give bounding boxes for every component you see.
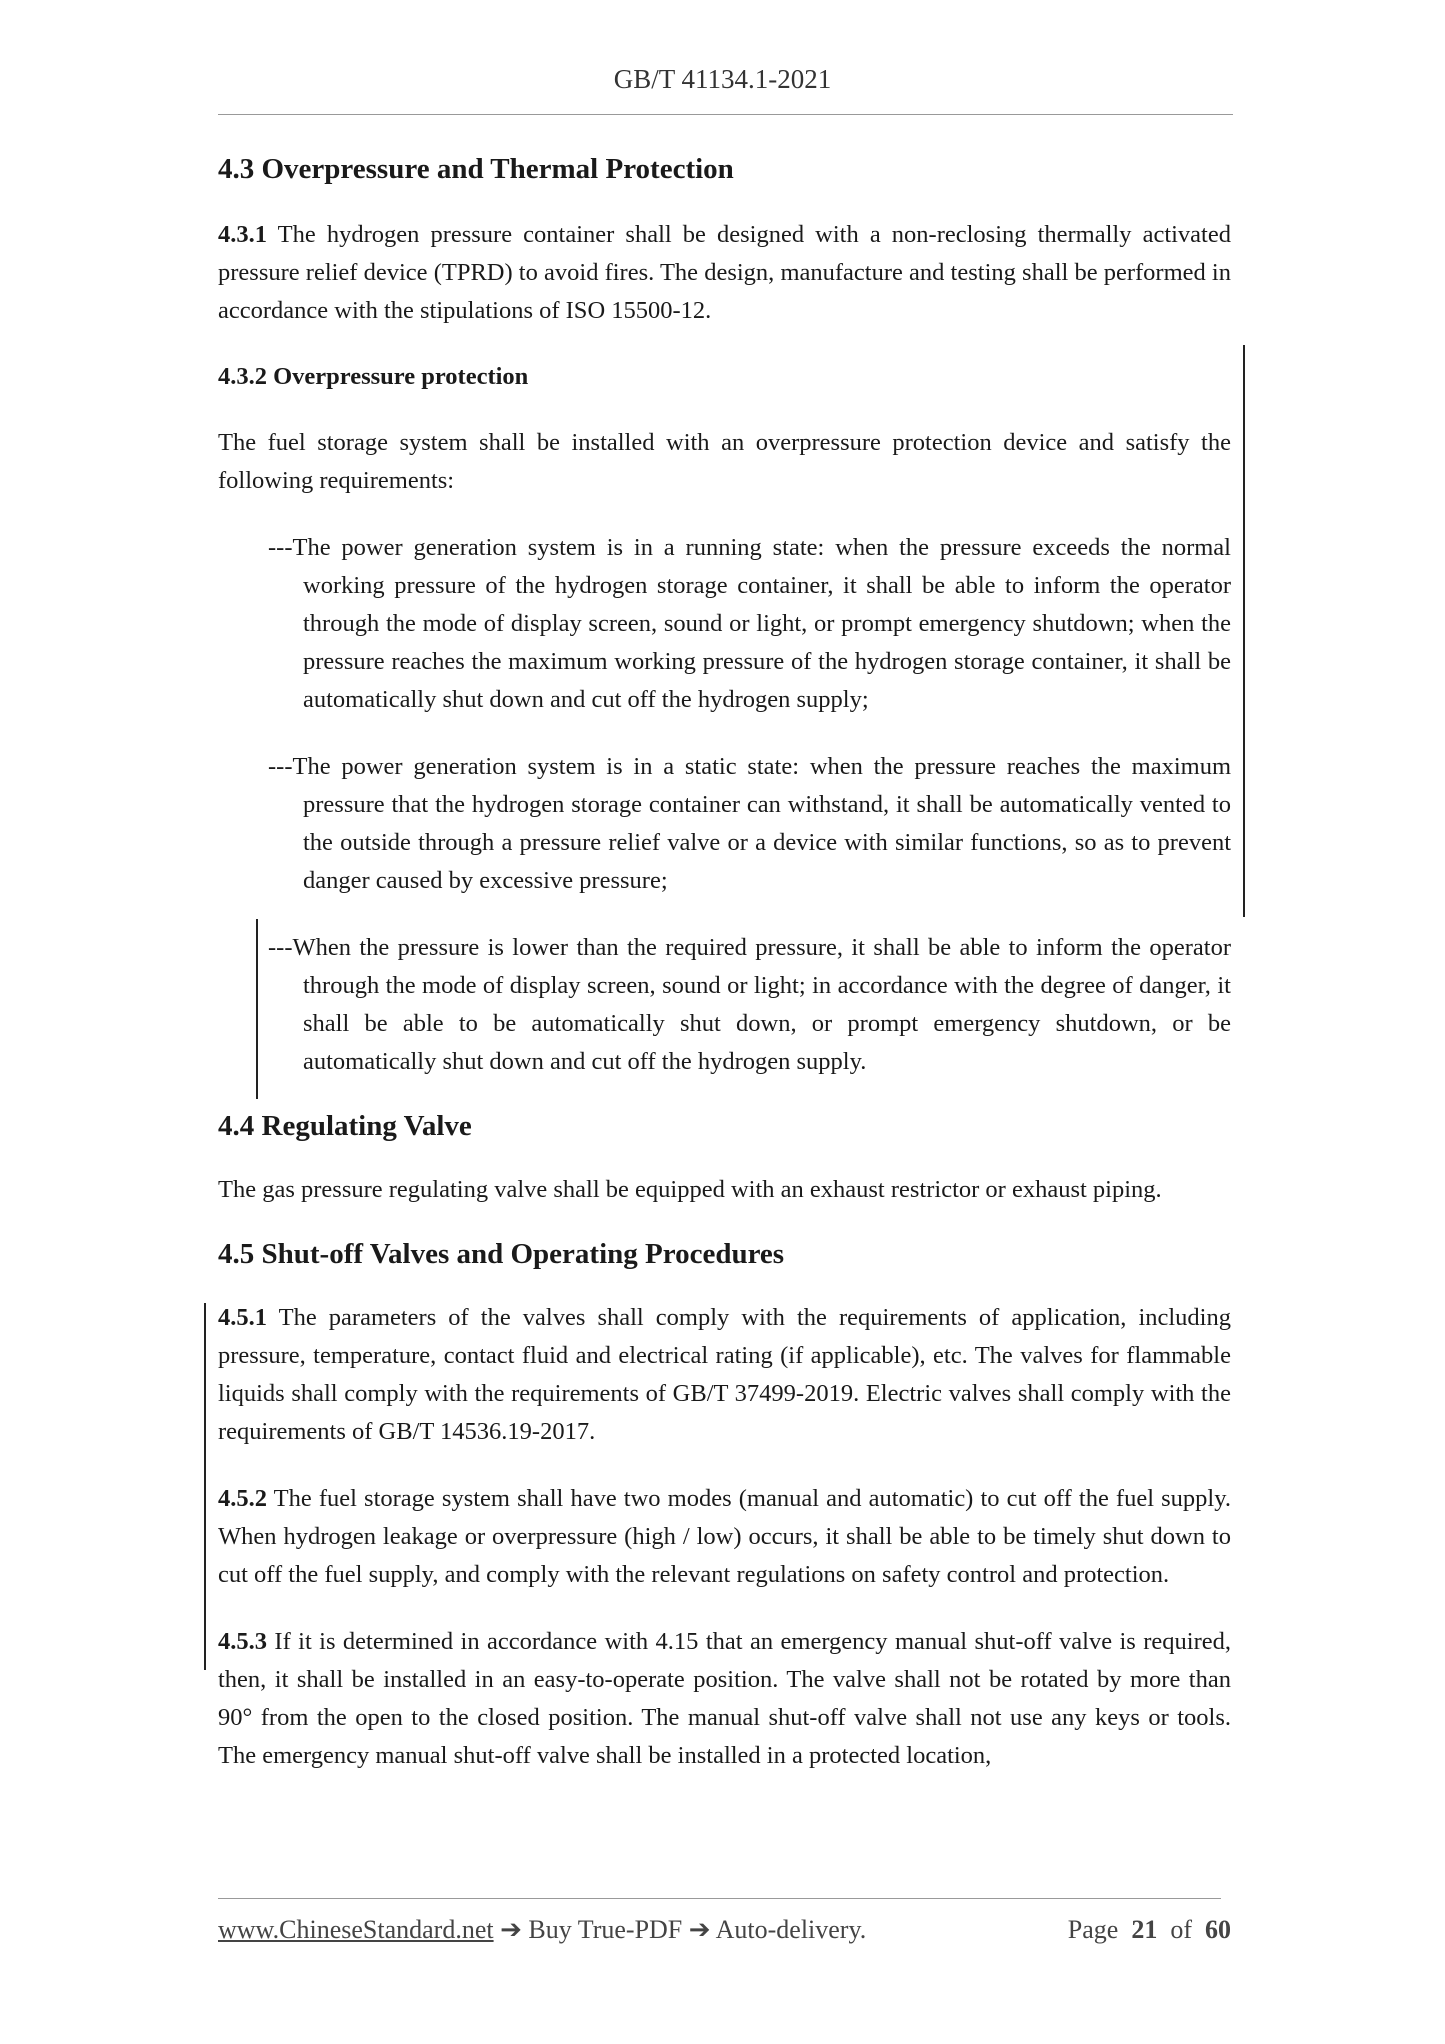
requirement-item: ---The power generation system is in a static state: when the pressure reaches the maximum pressure that the hydrogen storage container can withstand, it shall be automatically vented to the outside through a pressure relief valve or a device with similar functions, so as to prevent danger caused by excessive pressure;: [268, 753, 1231, 894]
section-4-3-heading: 4.3 Overpressure and Thermal Protection: [218, 153, 734, 185]
clause-text: The parameters of the valves shall comply with the requirements of application, including pressure, temperature, contact fluid and electrical rating (if applicable), etc. The valves for flammable liquids shall comply with the requirements of GB/T 37499-2019. Electric valves shall comply with the requirements of GB/T 14536.19-2017.: [218, 1304, 1231, 1445]
change-bar-left-2: [204, 1303, 206, 1670]
footer-promo-text: ➔ Buy True-PDF ➔ Auto-delivery.: [493, 1915, 867, 1944]
footer-promo: [218, 1915, 866, 1945]
website-link[interactable]: www.ChineseStandard.net: [218, 1915, 494, 1944]
footer-divider: [218, 1898, 1221, 1899]
page-label: Page: [1067, 1915, 1119, 1944]
requirement-item: ---The power generation system is in a running state: when the pressure exceeds the normal working pressure of the hydrogen storage container, it shall be able to inform the operator through the mode of display screen, sound or light, or prompt emergency shutdown; when the pressure reaches the maximum working pressure of the hydrogen storage container, it shall be automatically shut down and cut off the hydrogen supply;: [268, 534, 1231, 713]
section-4-4-heading: 4.4 Regulating Valve: [218, 1110, 472, 1142]
page-number: [1068, 1915, 1231, 1945]
section-4-5-heading: 4.5 Shut-off Valves and Operating Procedures: [218, 1238, 785, 1270]
page-of: of: [1170, 1915, 1192, 1944]
requirement-item: ---When the pressure is lower than the required pressure, it shall be able to inform the operator through the mode of display screen, sound or light; in accordance with the degree of danger, it shall be able to be automatically shut down, or prompt emergency shutdown, or be automatically shut down and cut off the hydrogen supply.: [268, 934, 1231, 1075]
clause-text: If it is determined in accordance with 4.15 that an emergency manual shut-off valve is required, then, it shall be installed in an easy-to-operate position. The valve shall not be rotated by more than 90° from the open to the closed position. The manual shut-off valve shall not use any keys or tools. The emergency manual shut-off valve shall be installed in a protected location,: [218, 1628, 1231, 1769]
section-4-4-text: The gas pressure regulating valve shall be equipped with an exhaust restrictor or exhaust piping.: [218, 1176, 1162, 1203]
clause-number: 4.3.1: [218, 221, 267, 248]
clause-4-5-3: [218, 1623, 1231, 1775]
clause-number: 4.5.2: [218, 1485, 267, 1512]
header-divider: [218, 114, 1233, 115]
clause-text: The hydrogen pressure container shall be designed with a non-reclosing thermally activated pressure relief device (TPRD) to avoid fires. The design, manufacture and testing shall be performed in accordance with the stipulations of ISO 15500-12.: [218, 221, 1231, 324]
page-current: 21: [1131, 1915, 1158, 1944]
page-header-standard-id: GB/T 41134.1-2021: [613, 64, 832, 94]
clause-4-3-2-intro: The fuel storage system shall be installed with an overpressure protection device and satisfy the following requirements:: [218, 429, 1231, 494]
clause-4-5-1: [218, 1299, 1231, 1451]
clause-text: The fuel storage system shall have two modes (manual and automatic) to cut off the fuel supply. When hydrogen leakage or overpressure (high / low) occurs, it shall be able to be timely shut down to cut off the fuel supply, and comply with the relevant regulations on safety control and protection.: [218, 1485, 1231, 1588]
change-bar-right: [1243, 345, 1245, 917]
clause-4-3-1: [218, 216, 1231, 330]
clause-number: 4.5.1: [218, 1304, 267, 1331]
clause-number: 4.5.3: [218, 1628, 267, 1655]
clause-4-3-2-heading: 4.3.2 Overpressure protection: [218, 363, 529, 390]
page-total: 60: [1205, 1915, 1231, 1944]
clause-4-5-2: [218, 1480, 1231, 1594]
page-content: [218, 150, 1231, 1775]
